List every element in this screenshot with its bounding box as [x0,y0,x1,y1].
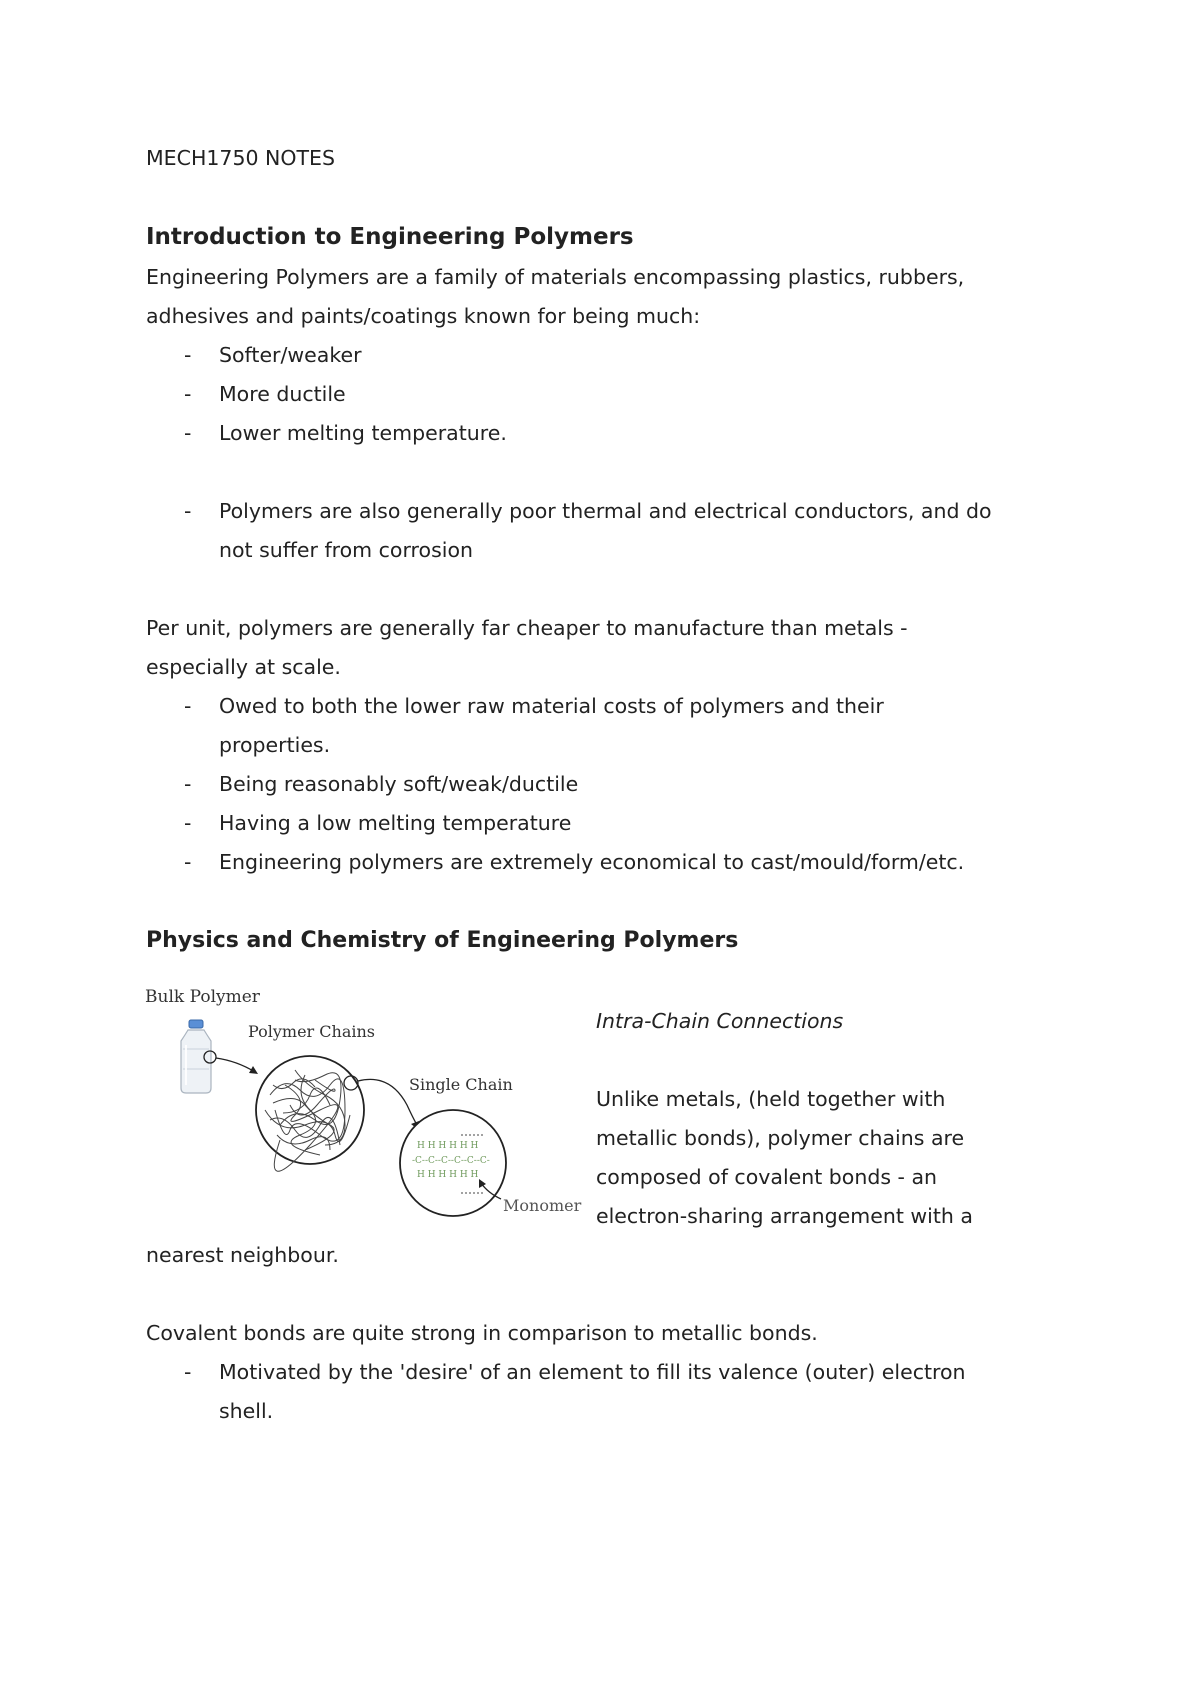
bullet-dash: - [184,850,192,874]
svg-text:H H H H H H: H H H H H H [417,1141,479,1151]
figure-label-polymer-chains: Polymer Chains [248,1022,375,1041]
intra-chain-paragraph-line-4: electron-sharing arrangement with a [596,1204,973,1228]
bullet-item: Being reasonably soft/weak/ductile [219,772,579,796]
bullet-item: Engineering polymers are extremely economical to cast/mould/form/etc. [219,850,965,874]
subheading-intra-chain: Intra-Chain Connections [596,1009,844,1033]
intra-chain-paragraph-line-3: composed of covalent bonds - an [596,1165,938,1189]
intra-chain-paragraph-line-1: Unlike metals, (held together with [596,1087,946,1111]
bullet-item-continued: properties. [219,733,331,757]
chain-structure [412,1141,490,1180]
bullet-item: Owed to both the lower raw material costs of polymers and their [219,694,884,718]
cost-paragraph-line-2: especially at scale. [146,655,341,679]
bullet-dash: - [184,382,192,406]
bullet-item: Softer/weaker [219,343,362,367]
intro-paragraph-line-2: adhesives and paints/coatings known for being much: [146,304,701,328]
bullet-item: More ductile [219,382,346,406]
cost-paragraph-line-1: Per unit, polymers are generally far cheaper to manufacture than metals - [146,616,908,640]
section-heading-intro: Introduction to Engineering Polymers [146,224,634,250]
intro-paragraph-line-1: Engineering Polymers are a family of materials encompassing plastics, rubbers, [146,265,965,289]
figure-label-single-chain: Single Chain [409,1075,513,1094]
bullet-dash: - [184,499,192,523]
bullet-item-continued: not suffer from corrosion [219,538,473,562]
bullet-item: Polymers are also generally poor thermal and electrical conductors, and do [219,499,992,523]
arrow-to-chains [216,1058,255,1072]
bullet-item: Lower melting temperature. [219,421,507,445]
intra-chain-paragraph-line-5: nearest neighbour. [146,1243,339,1267]
bullet-dash: - [184,343,192,367]
svg-text:-C--C--C--C--C--C-: -C--C--C--C--C--C- [412,1156,490,1166]
bullet-dash: - [184,1360,192,1384]
svg-text:H H H H H H: H H H H H H [417,1170,479,1180]
bullet-dash: - [184,772,192,796]
bullet-dash: - [184,694,192,718]
intra-chain-paragraph-line-2: metallic bonds), polymer chains are [596,1126,965,1150]
section-heading-physics: Physics and Chemistry of Engineering Polymers [146,928,739,953]
figure-label-monomer: Monomer [503,1196,582,1215]
covalent-paragraph: Covalent bonds are quite strong in comparison to metallic bonds. [146,1321,818,1345]
course-title: MECH1750 NOTES [146,146,336,170]
bottle-icon [181,1020,211,1093]
polymer-structure-figure [145,985,585,1225]
bullet-item-continued: shell. [219,1399,274,1423]
bullet-dash: - [184,811,192,835]
bullet-dash: - [184,421,192,445]
bullet-item: Having a low melting temperature [219,811,572,835]
figure-label-bulk-polymer: Bulk Polymer [145,987,260,1007]
bullet-item: Motivated by the 'desire' of an element to fill its valence (outer) electron [219,1360,966,1384]
